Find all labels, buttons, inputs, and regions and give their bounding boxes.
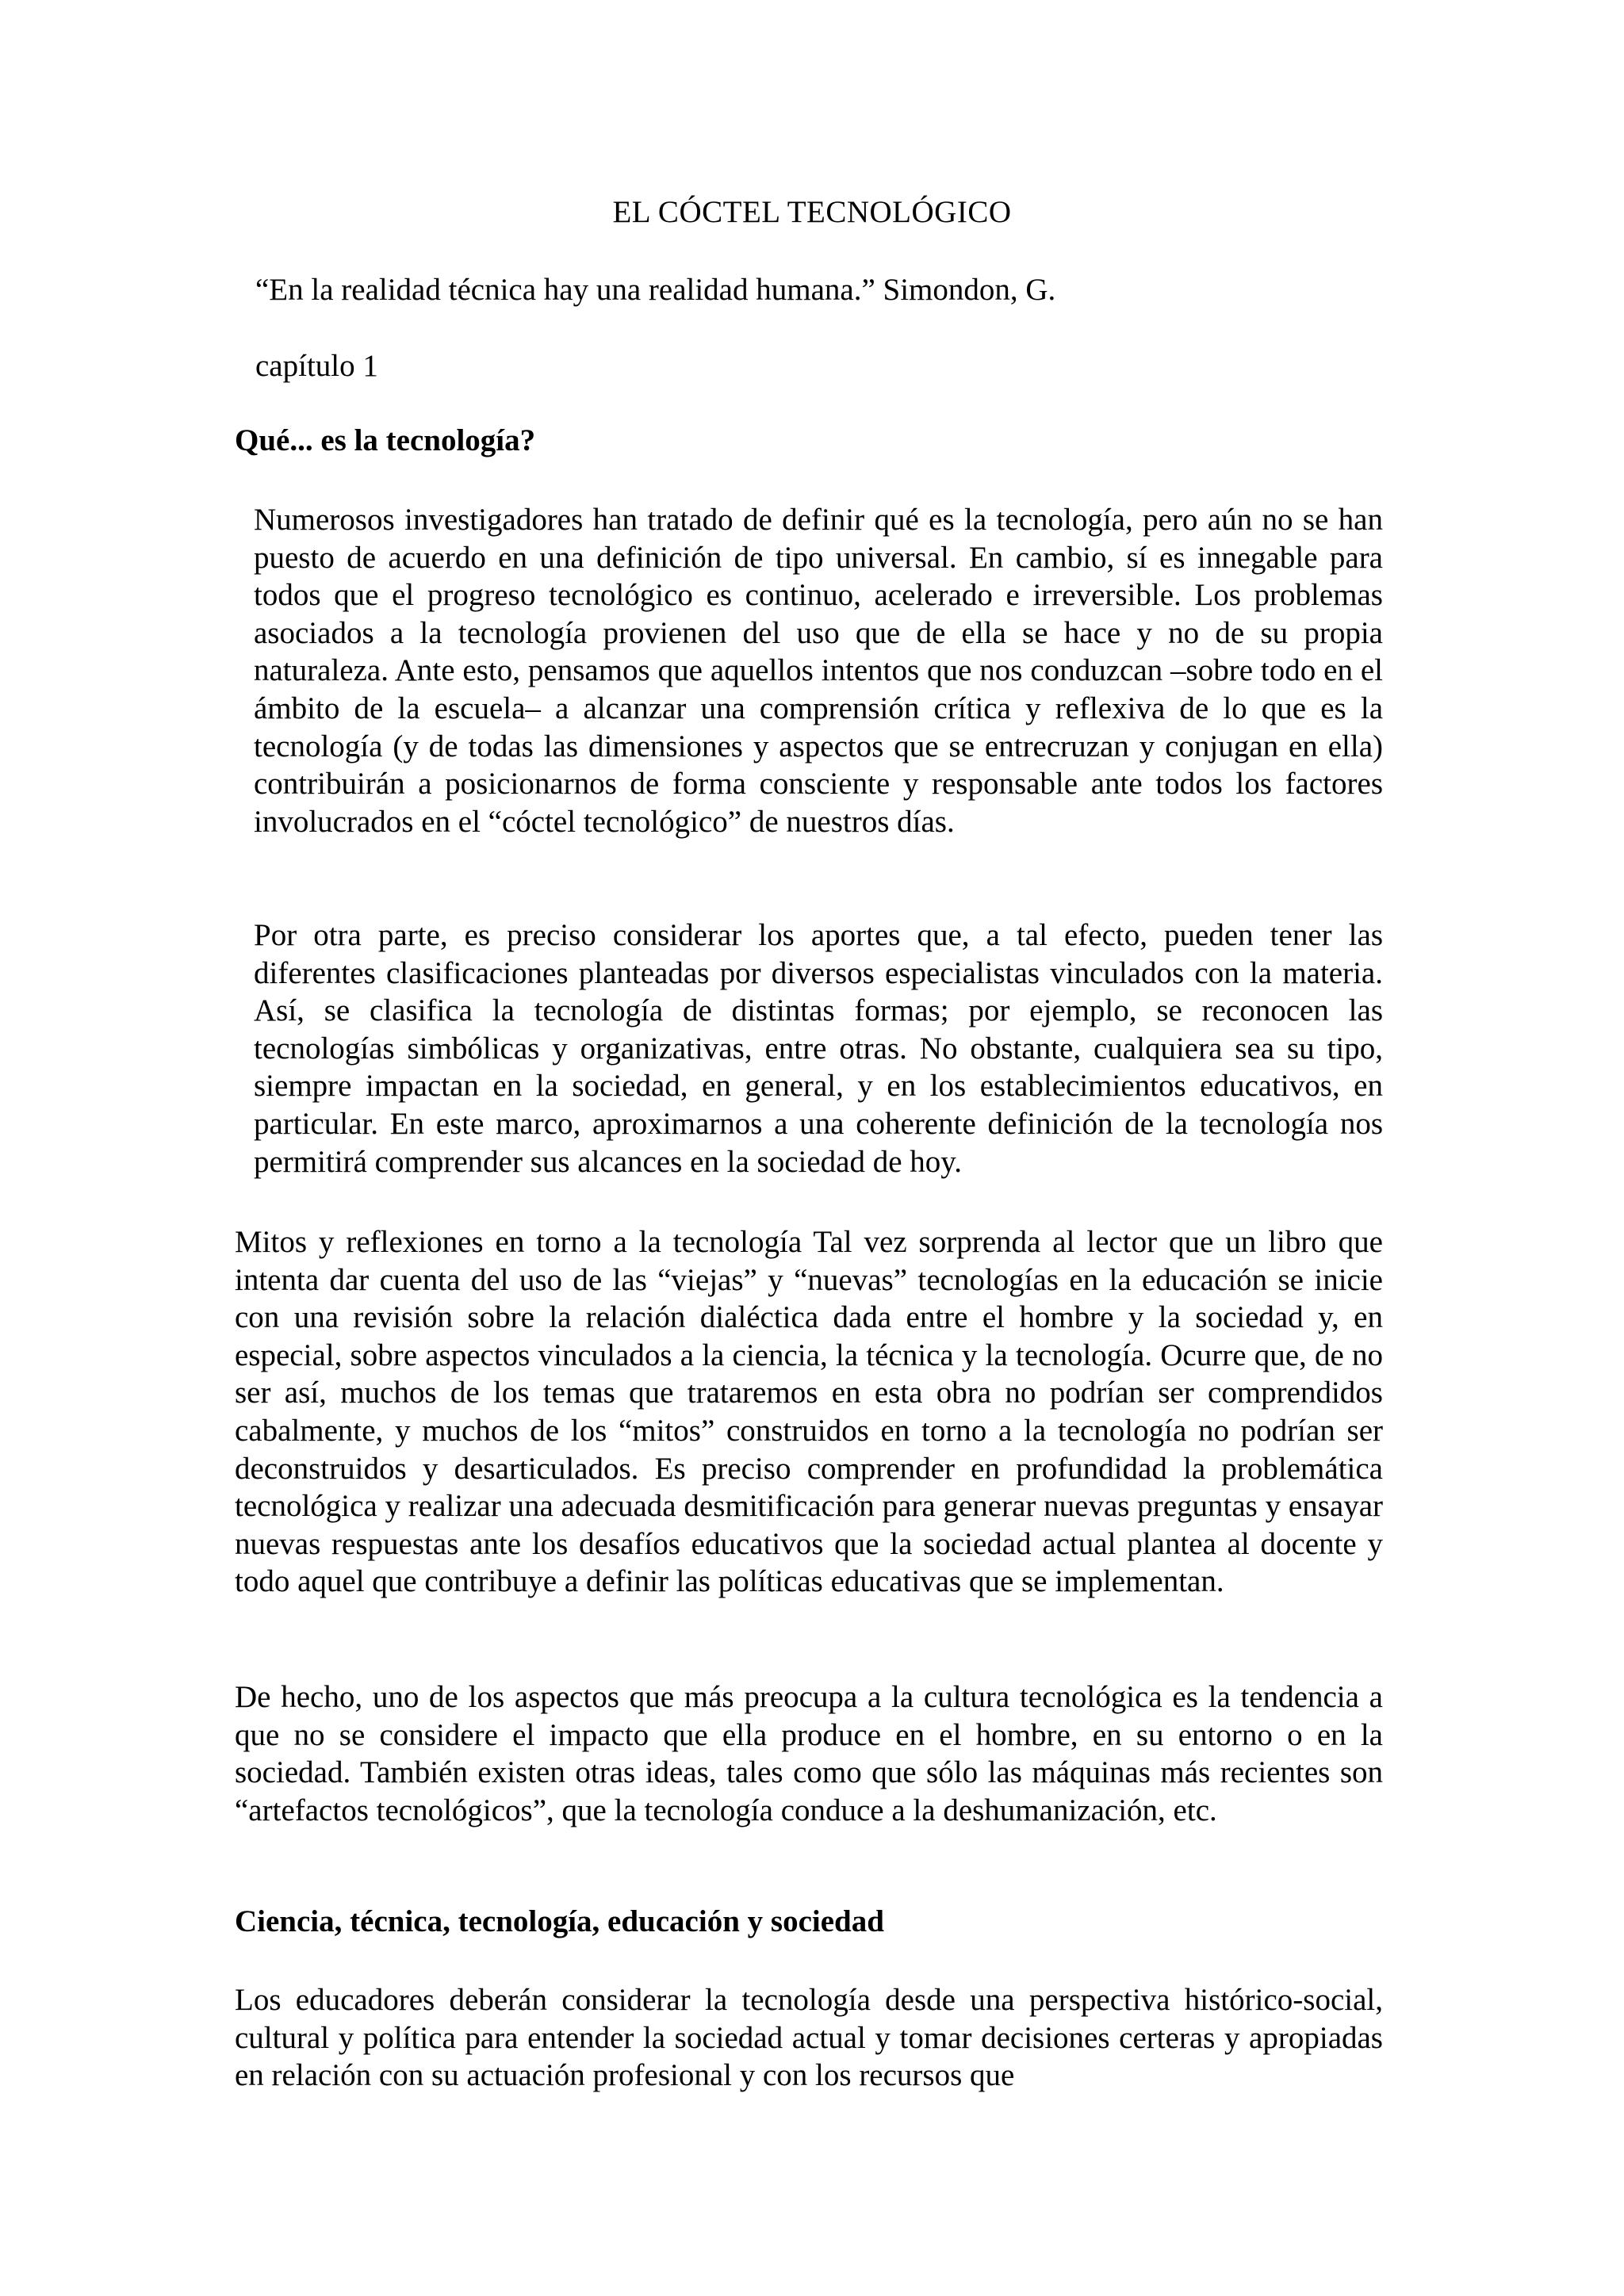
epigraph-quote: “En la realidad técnica hay una realidad humana.” Simondon, G.: [255, 273, 1056, 307]
document-title: EL CÓCTEL TECNOLÓGICO: [612, 195, 1012, 229]
section-heading-ciencia-tecnica: Ciencia, técnica, tecnología, educación y sociedad: [235, 1904, 884, 1938]
paragraph-4: De hecho, uno de los aspectos que más preocupa a la cultura tecnológica es la tendencia a que no se considere el impacto que ella produce en el hombre, en su entorno o en la sociedad. También existen otras ideas, tales como que sólo las máquinas más recientes son “artefactos tecnológicos”, que la tecnología conduce a la deshumanización, etc.: [235, 1680, 1383, 1827]
paragraph-1: Numerosos investigadores han tratado de definir qué es la tecnología, pero aún no se han puesto de acuerdo en una definición de tipo universal. En cambio, sí es innegable para todos que el progreso tecnológico es continuo, acelerado e irreversible. Los problemas asociados a la tecnología provienen del uso que de ella se hace y no de su propia naturaleza. Ante esto, pensamos que aquellos intentos que nos conduzcan –sobre todo en el ámbito de la escuela– a alcanzar una comprensión crítica y reflexiva de lo que es la tecnología (y de todas las dimensiones y aspectos que se entrecruzan y conjugan en ella) contribuirán a posicionarnos de forma consciente y responsable ante todos los factores involucrados en el “cóctel tecnológico” de nuestros días.: [254, 503, 1383, 839]
paragraph-3: Mitos y reflexiones en torno a la tecnología Tal vez sorprenda al lector que un libro que intenta dar cuenta del uso de las “viejas” y “nuevas” tecnologías en la educación se inicie con una revisión sobre la relación dialéctica dada entre el hombre y la sociedad y, en especial, sobre aspectos vinculados a la ciencia, la técnica y la tecnología. Ocurre que, de no ser así, muchos de los temas que trataremos en esta obra no podrían ser comprendidos cabalmente, y muchos de los “mitos” construidos en torno a la tecnología no podrían ser deconstruidos y desarticulados. Es preciso comprender en profundidad la problemática tecnológica y realizar una adecuada desmitificación para generar nuevas preguntas y ensayar nuevas respuestas ante los desafíos educativos que la sociedad actual plantea al docente y todo aquel que contribuye a definir las políticas educativas que se implementan.: [235, 1225, 1383, 1599]
paragraph-5: Los educadores deberán considerar la tecnología desde una perspectiva histórico-social, cultural y política para entender la sociedad actual y tomar decisiones certeras y apropiadas en relación con su actuación profesional y con los recursos que: [235, 1983, 1383, 2093]
paragraph-2: Por otra parte, es preciso considerar los aportes que, a tal efecto, pueden tener las diferentes clasificaciones planteadas por diversos especialistas vinculados con la materia. Así, se clasifica la tecnología de distintas formas; por ejemplo, se reconocen las tecnologías simbólicas y organizativas, entre otras. No obstante, cualquiera sea su tipo, siempre impactan en la sociedad, en general, y en los establecimientos educativos, en particular. En este marco, aproximarnos a una coherente definición de la tecnología nos permitirá comprender sus alcances en la sociedad de hoy.: [254, 918, 1383, 1179]
chapter-label: capítulo 1: [255, 349, 378, 383]
section-heading-que-es-tecnologia: Qué... es la tecnología?: [235, 423, 536, 457]
